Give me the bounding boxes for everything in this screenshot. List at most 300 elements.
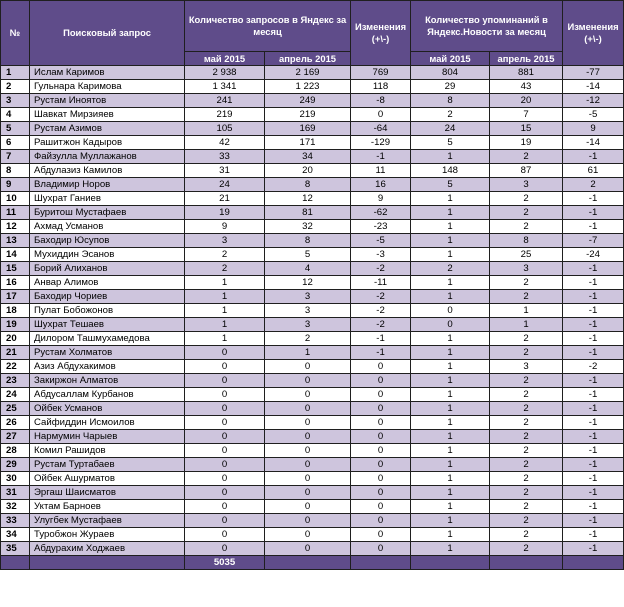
requests-may-cell: 241 <box>185 94 265 108</box>
news-april-cell: 2 <box>490 416 563 430</box>
news-may-cell: 148 <box>411 164 490 178</box>
news-may-cell: 804 <box>411 66 490 80</box>
news-may-cell: 5 <box>411 178 490 192</box>
news-change-cell: -1 <box>563 514 624 528</box>
requests-april-cell: 0 <box>265 528 351 542</box>
query-name-cell: Закиржон Алматов <box>30 374 185 388</box>
table-row <box>1 290 624 304</box>
requests-april-cell: 0 <box>265 402 351 416</box>
query-name-cell: Ислам Каримов <box>30 66 185 80</box>
news-april-cell: 2 <box>490 388 563 402</box>
requests-april-cell: 81 <box>265 206 351 220</box>
news-april-cell: 8 <box>490 234 563 248</box>
news-april-cell: 2 <box>490 402 563 416</box>
news-change-cell: -1 <box>563 500 624 514</box>
requests-may-cell: 1 <box>185 318 265 332</box>
requests-change-cell: -1 <box>351 332 411 346</box>
news-may-cell: 24 <box>411 122 490 136</box>
total-empty-napr <box>490 556 563 570</box>
news-change-cell: -1 <box>563 458 624 472</box>
total-empty-apr <box>265 556 351 570</box>
requests-may-cell: 19 <box>185 206 265 220</box>
table-row <box>1 136 624 150</box>
query-name-cell: Рустам Туртабаев <box>30 458 185 472</box>
table-row <box>1 206 624 220</box>
requests-may-cell: 0 <box>185 430 265 444</box>
news-change-cell: -1 <box>563 416 624 430</box>
row-number-cell: 13 <box>1 234 30 248</box>
table-body <box>1 66 624 556</box>
news-april-cell: 2 <box>490 458 563 472</box>
news-april-cell: 2 <box>490 500 563 514</box>
row-number-cell: 18 <box>1 304 30 318</box>
news-change-cell: -1 <box>563 150 624 164</box>
row-number-cell: 20 <box>1 332 30 346</box>
query-name-cell: Ахмад Усманов <box>30 220 185 234</box>
requests-change-cell: -64 <box>351 122 411 136</box>
query-name-cell: Рустам Азимов <box>30 122 185 136</box>
col-header-may: май 2015 <box>185 52 265 66</box>
query-name-cell: Абдусаллам Курбанов <box>30 388 185 402</box>
news-april-cell: 2 <box>490 374 563 388</box>
query-name-cell: Эргаш Шаисматов <box>30 486 185 500</box>
news-may-cell: 8 <box>411 94 490 108</box>
news-april-cell: 2 <box>490 486 563 500</box>
requests-change-cell: -1 <box>351 346 411 360</box>
requests-change-cell: 0 <box>351 472 411 486</box>
news-change-cell: -1 <box>563 304 624 318</box>
table-row <box>1 500 624 514</box>
requests-april-cell: 32 <box>265 220 351 234</box>
requests-may-cell: 1 <box>185 290 265 304</box>
query-name-cell: Абдурахим Ходжаев <box>30 542 185 556</box>
news-change-cell: -1 <box>563 486 624 500</box>
requests-may-cell: 3 <box>185 234 265 248</box>
requests-may-cell: 0 <box>185 472 265 486</box>
requests-change-cell: 11 <box>351 164 411 178</box>
row-number-cell: 8 <box>1 164 30 178</box>
requests-april-cell: 2 169 <box>265 66 351 80</box>
news-change-cell: -1 <box>563 262 624 276</box>
table-row <box>1 234 624 248</box>
news-april-cell: 1 <box>490 304 563 318</box>
table-row <box>1 542 624 556</box>
requests-april-cell: 0 <box>265 374 351 388</box>
table-row <box>1 150 624 164</box>
news-change-cell: 61 <box>563 164 624 178</box>
table-row <box>1 360 624 374</box>
table-row <box>1 220 624 234</box>
requests-change-cell: -2 <box>351 262 411 276</box>
row-number-cell: 1 <box>1 66 30 80</box>
row-number-cell: 21 <box>1 346 30 360</box>
requests-change-cell: -62 <box>351 206 411 220</box>
requests-april-cell: 249 <box>265 94 351 108</box>
total-value: 5035 <box>185 556 265 570</box>
requests-change-cell: 0 <box>351 374 411 388</box>
row-number-cell: 22 <box>1 360 30 374</box>
table-row <box>1 416 624 430</box>
query-name-cell: Уктам Барноев <box>30 500 185 514</box>
row-number-cell: 35 <box>1 542 30 556</box>
news-change-cell: -1 <box>563 206 624 220</box>
requests-april-cell: 0 <box>265 500 351 514</box>
news-april-cell: 2 <box>490 472 563 486</box>
news-april-cell: 1 <box>490 318 563 332</box>
news-may-cell: 1 <box>411 458 490 472</box>
requests-may-cell: 31 <box>185 164 265 178</box>
requests-april-cell: 0 <box>265 444 351 458</box>
news-change-cell: -1 <box>563 430 624 444</box>
requests-april-cell: 5 <box>265 248 351 262</box>
news-april-cell: 43 <box>490 80 563 94</box>
requests-april-cell: 3 <box>265 304 351 318</box>
news-change-cell: -1 <box>563 542 624 556</box>
query-name-cell: Борий Алиханов <box>30 262 185 276</box>
requests-may-cell: 1 <box>185 304 265 318</box>
table-row <box>1 472 624 486</box>
row-number-cell: 9 <box>1 178 30 192</box>
row-number-cell: 7 <box>1 150 30 164</box>
query-name-cell: Пулат Бобожонов <box>30 304 185 318</box>
requests-change-cell: 0 <box>351 360 411 374</box>
requests-may-cell: 0 <box>185 514 265 528</box>
requests-may-cell: 21 <box>185 192 265 206</box>
news-change-cell: -1 <box>563 192 624 206</box>
requests-may-cell: 2 938 <box>185 66 265 80</box>
requests-april-cell: 8 <box>265 178 351 192</box>
row-number-cell: 11 <box>1 206 30 220</box>
requests-april-cell: 0 <box>265 360 351 374</box>
row-number-cell: 5 <box>1 122 30 136</box>
requests-may-cell: 9 <box>185 220 265 234</box>
news-april-cell: 2 <box>490 430 563 444</box>
query-name-cell: Абдулазиз Камилов <box>30 164 185 178</box>
requests-may-cell: 219 <box>185 108 265 122</box>
news-may-cell: 1 <box>411 472 490 486</box>
requests-april-cell: 12 <box>265 276 351 290</box>
query-name-cell: Шавкат Мирзияев <box>30 108 185 122</box>
query-name-cell: Туробжон Жураев <box>30 528 185 542</box>
requests-april-cell: 0 <box>265 542 351 556</box>
total-empty-name <box>30 556 185 570</box>
news-change-cell: -14 <box>563 136 624 150</box>
requests-may-cell: 0 <box>185 346 265 360</box>
news-april-cell: 3 <box>490 360 563 374</box>
news-change-cell: -2 <box>563 360 624 374</box>
total-row <box>1 556 624 570</box>
news-change-cell: -24 <box>563 248 624 262</box>
requests-april-cell: 34 <box>265 150 351 164</box>
news-april-cell: 2 <box>490 514 563 528</box>
requests-april-cell: 20 <box>265 164 351 178</box>
news-april-cell: 2 <box>490 220 563 234</box>
col-header-num: № <box>1 1 30 66</box>
news-change-cell: -5 <box>563 108 624 122</box>
row-number-cell: 33 <box>1 514 30 528</box>
news-april-cell: 2 <box>490 192 563 206</box>
requests-may-cell: 105 <box>185 122 265 136</box>
row-number-cell: 30 <box>1 472 30 486</box>
news-may-cell: 1 <box>411 430 490 444</box>
requests-change-cell: 0 <box>351 416 411 430</box>
news-change-cell: -77 <box>563 66 624 80</box>
total-empty-nmay <box>411 556 490 570</box>
row-number-cell: 32 <box>1 500 30 514</box>
col-header-query: Поисковый запрос <box>30 1 185 66</box>
requests-change-cell: -11 <box>351 276 411 290</box>
requests-april-cell: 171 <box>265 136 351 150</box>
query-name-cell: Ойбек Ашурматов <box>30 472 185 486</box>
query-name-cell: Файзулла Муллажанов <box>30 150 185 164</box>
requests-april-cell: 0 <box>265 388 351 402</box>
row-number-cell: 19 <box>1 318 30 332</box>
news-april-cell: 2 <box>490 206 563 220</box>
news-may-cell: 1 <box>411 150 490 164</box>
requests-change-cell: 0 <box>351 430 411 444</box>
query-name-cell: Улугбек Мустафаев <box>30 514 185 528</box>
requests-april-cell: 4 <box>265 262 351 276</box>
row-number-cell: 2 <box>1 80 30 94</box>
requests-change-cell: -23 <box>351 220 411 234</box>
query-name-cell: Мухиддин Эсанов <box>30 248 185 262</box>
table-row <box>1 346 624 360</box>
query-name-cell: Ойбек Усманов <box>30 402 185 416</box>
col-header-change1: Изменения (+\-) <box>351 1 411 66</box>
news-may-cell: 1 <box>411 444 490 458</box>
news-april-cell: 7 <box>490 108 563 122</box>
news-change-cell: -1 <box>563 346 624 360</box>
requests-change-cell: 0 <box>351 542 411 556</box>
news-may-cell: 1 <box>411 542 490 556</box>
query-name-cell: Баходир Юсупов <box>30 234 185 248</box>
news-change-cell: -12 <box>563 94 624 108</box>
requests-april-cell: 0 <box>265 430 351 444</box>
requests-change-cell: 0 <box>351 458 411 472</box>
row-number-cell: 27 <box>1 430 30 444</box>
query-name-cell: Анвар Алимов <box>30 276 185 290</box>
row-number-cell: 12 <box>1 220 30 234</box>
news-change-cell: -14 <box>563 80 624 94</box>
news-change-cell: -7 <box>563 234 624 248</box>
total-empty-chg <box>351 556 411 570</box>
table-row <box>1 332 624 346</box>
row-number-cell: 29 <box>1 458 30 472</box>
requests-change-cell: 9 <box>351 192 411 206</box>
news-change-cell: -1 <box>563 402 624 416</box>
news-may-cell: 2 <box>411 108 490 122</box>
requests-change-cell: -2 <box>351 304 411 318</box>
requests-april-cell: 169 <box>265 122 351 136</box>
news-may-cell: 1 <box>411 388 490 402</box>
table-row <box>1 178 624 192</box>
row-number-cell: 28 <box>1 444 30 458</box>
requests-change-cell: 769 <box>351 66 411 80</box>
news-change-cell: 2 <box>563 178 624 192</box>
col-header-news-april: апрель 2015 <box>490 52 563 66</box>
news-change-cell: -1 <box>563 374 624 388</box>
query-name-cell: Шухрат Тешаев <box>30 318 185 332</box>
table-row <box>1 458 624 472</box>
news-may-cell: 1 <box>411 220 490 234</box>
table-row <box>1 122 624 136</box>
table-row <box>1 528 624 542</box>
requests-change-cell: 0 <box>351 402 411 416</box>
news-april-cell: 19 <box>490 136 563 150</box>
news-april-cell: 2 <box>490 276 563 290</box>
requests-april-cell: 2 <box>265 332 351 346</box>
news-may-cell: 0 <box>411 304 490 318</box>
news-april-cell: 881 <box>490 66 563 80</box>
news-may-cell: 5 <box>411 136 490 150</box>
news-may-cell: 1 <box>411 290 490 304</box>
requests-may-cell: 0 <box>185 360 265 374</box>
requests-change-cell: -3 <box>351 248 411 262</box>
news-april-cell: 2 <box>490 332 563 346</box>
requests-change-cell: 118 <box>351 80 411 94</box>
news-may-cell: 1 <box>411 374 490 388</box>
query-name-cell: Рашитжон Кадыров <box>30 136 185 150</box>
news-may-cell: 1 <box>411 346 490 360</box>
requests-may-cell: 0 <box>185 374 265 388</box>
requests-change-cell: 16 <box>351 178 411 192</box>
news-may-cell: 1 <box>411 416 490 430</box>
requests-may-cell: 0 <box>185 486 265 500</box>
news-may-cell: 0 <box>411 318 490 332</box>
row-number-cell: 24 <box>1 388 30 402</box>
news-april-cell: 25 <box>490 248 563 262</box>
table-row <box>1 374 624 388</box>
row-number-cell: 3 <box>1 94 30 108</box>
query-name-cell: Сайфиддин Исмоилов <box>30 416 185 430</box>
requests-change-cell: -1 <box>351 150 411 164</box>
news-april-cell: 2 <box>490 290 563 304</box>
table-row <box>1 402 624 416</box>
query-name-cell: Азиз Абдухакимов <box>30 360 185 374</box>
news-april-cell: 2 <box>490 444 563 458</box>
requests-april-cell: 3 <box>265 318 351 332</box>
news-may-cell: 1 <box>411 402 490 416</box>
news-may-cell: 1 <box>411 206 490 220</box>
news-change-cell: -1 <box>563 290 624 304</box>
requests-april-cell: 1 223 <box>265 80 351 94</box>
requests-may-cell: 0 <box>185 542 265 556</box>
table-row <box>1 66 624 80</box>
requests-change-cell: -5 <box>351 234 411 248</box>
requests-may-cell: 33 <box>185 150 265 164</box>
requests-april-cell: 0 <box>265 514 351 528</box>
requests-may-cell: 0 <box>185 388 265 402</box>
news-april-cell: 15 <box>490 122 563 136</box>
col-header-news-may: май 2015 <box>411 52 490 66</box>
col-header-april: апрель 2015 <box>265 52 351 66</box>
requests-change-cell: 0 <box>351 444 411 458</box>
requests-change-cell: -8 <box>351 94 411 108</box>
requests-change-cell: 0 <box>351 486 411 500</box>
news-change-cell: -1 <box>563 276 624 290</box>
news-change-cell: -1 <box>563 332 624 346</box>
row-number-cell: 31 <box>1 486 30 500</box>
query-name-cell: Гульнара Каримова <box>30 80 185 94</box>
requests-change-cell: 0 <box>351 528 411 542</box>
news-april-cell: 2 <box>490 528 563 542</box>
news-may-cell: 1 <box>411 486 490 500</box>
requests-may-cell: 2 <box>185 248 265 262</box>
query-name-cell: Рустам Иноятов <box>30 94 185 108</box>
requests-may-cell: 1 <box>185 332 265 346</box>
news-april-cell: 2 <box>490 150 563 164</box>
requests-may-cell: 0 <box>185 528 265 542</box>
requests-change-cell: -129 <box>351 136 411 150</box>
table-row <box>1 262 624 276</box>
news-may-cell: 1 <box>411 500 490 514</box>
requests-change-cell: 0 <box>351 388 411 402</box>
requests-change-cell: -2 <box>351 290 411 304</box>
requests-april-cell: 0 <box>265 416 351 430</box>
row-number-cell: 16 <box>1 276 30 290</box>
table-row <box>1 80 624 94</box>
table-row <box>1 318 624 332</box>
news-may-cell: 1 <box>411 528 490 542</box>
requests-change-cell: 0 <box>351 500 411 514</box>
news-april-cell: 87 <box>490 164 563 178</box>
query-name-cell: Дилором Ташмухамедова <box>30 332 185 346</box>
query-name-cell: Баходир Чориев <box>30 290 185 304</box>
col-header-change2: Изменения (+\-) <box>563 1 624 66</box>
news-change-cell: 9 <box>563 122 624 136</box>
col-header-yandex-requests: Количество запросов в Яндекс за месяц <box>185 1 351 52</box>
requests-april-cell: 3 <box>265 290 351 304</box>
table-row <box>1 430 624 444</box>
news-change-cell: -1 <box>563 528 624 542</box>
requests-may-cell: 0 <box>185 444 265 458</box>
table-row <box>1 164 624 178</box>
total-empty-nchg <box>563 556 624 570</box>
table-row <box>1 248 624 262</box>
table-row <box>1 94 624 108</box>
table-row <box>1 276 624 290</box>
query-name-cell: Рустам Холматов <box>30 346 185 360</box>
table-row <box>1 514 624 528</box>
news-change-cell: -1 <box>563 444 624 458</box>
row-number-cell: 6 <box>1 136 30 150</box>
requests-may-cell: 2 <box>185 262 265 276</box>
table-row <box>1 444 624 458</box>
row-number-cell: 23 <box>1 374 30 388</box>
news-may-cell: 2 <box>411 262 490 276</box>
news-april-cell: 2 <box>490 346 563 360</box>
news-april-cell: 20 <box>490 94 563 108</box>
requests-april-cell: 8 <box>265 234 351 248</box>
news-may-cell: 1 <box>411 276 490 290</box>
news-may-cell: 1 <box>411 234 490 248</box>
requests-may-cell: 0 <box>185 416 265 430</box>
requests-change-cell: 0 <box>351 108 411 122</box>
news-change-cell: -1 <box>563 472 624 486</box>
requests-may-cell: 1 <box>185 276 265 290</box>
requests-april-cell: 0 <box>265 486 351 500</box>
table-row <box>1 304 624 318</box>
row-number-cell: 34 <box>1 528 30 542</box>
news-may-cell: 1 <box>411 514 490 528</box>
requests-may-cell: 0 <box>185 458 265 472</box>
table-row <box>1 486 624 500</box>
requests-april-cell: 0 <box>265 458 351 472</box>
requests-april-cell: 219 <box>265 108 351 122</box>
news-may-cell: 1 <box>411 192 490 206</box>
requests-april-cell: 1 <box>265 346 351 360</box>
requests-may-cell: 1 341 <box>185 80 265 94</box>
